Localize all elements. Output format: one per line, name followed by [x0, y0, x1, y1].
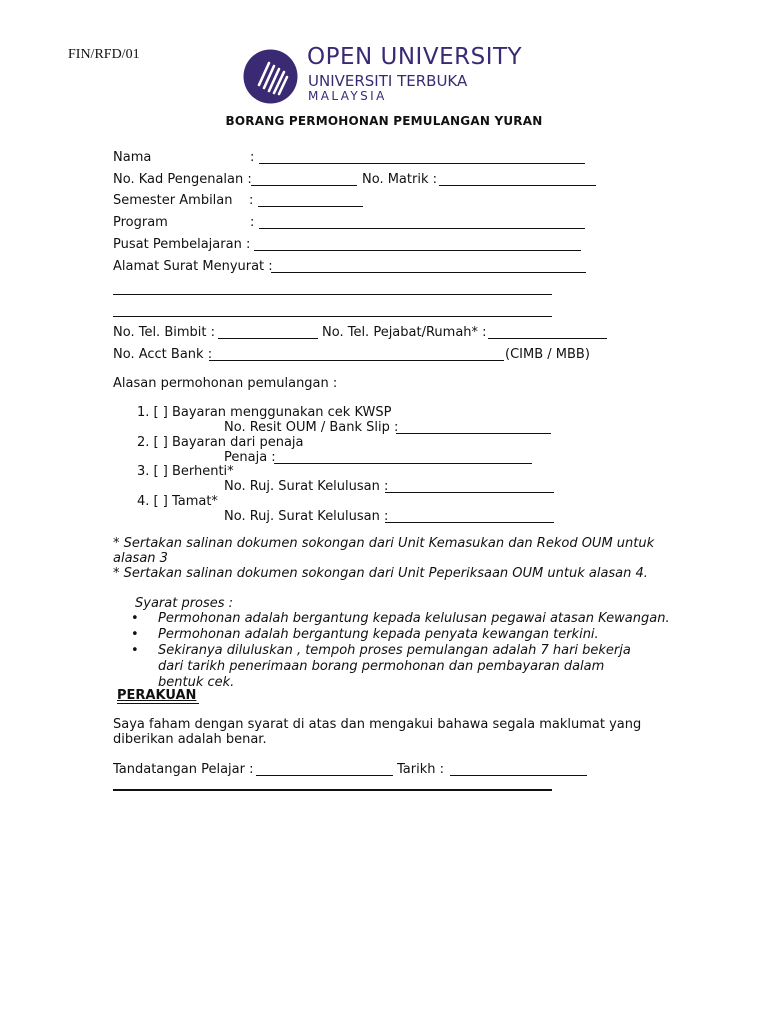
reason-item-1[interactable]: 1. [ ] Bayaran menggunakan cek KWSP: [137, 405, 392, 420]
conditions-heading: Syarat proses :: [135, 596, 234, 611]
reasons-heading: Alasan permohonan pemulangan :: [113, 376, 338, 391]
note-1-line-1: * Sertakan salinan dokumen sokongan dari Unit Kemasukan dan Rekod OUM untuk: [113, 536, 655, 551]
condition-item: • Sekiranya diluluskan , tempoh proses pemulangan adalah 7 hari bekerja dari tarikh penerimaan borang permohonan dan pembayaran dalam bentuk cek.: [158, 643, 648, 691]
date-label: Tarikh :: [397, 762, 444, 777]
declaration-heading: PERAKUAN: [117, 688, 197, 703]
reason-sub-label-1: No. Resit OUM / Bank Slip :: [224, 420, 399, 435]
field-label-kad-pengenalan: No. Kad Pengenalan :: [113, 172, 252, 187]
logo-text-open-university: OPEN UNIVERSITY: [307, 44, 523, 70]
reason-sub-label-4: No. Ruj. Surat Kelulusan :: [224, 509, 389, 524]
input-line-tel-pejabat[interactable]: [488, 338, 607, 339]
oum-logo: [243, 44, 523, 102]
reason-sub-label-3: No. Ruj. Surat Kelulusan :: [224, 479, 389, 494]
declaration-text-line-2: diberikan adalah benar.: [113, 732, 267, 747]
note-2: * Sertakan salinan dokumen sokongan dari Unit Peperiksaan OUM untuk alasan 4.: [113, 566, 648, 581]
oum-logo-icon: [243, 49, 298, 104]
input-line-acct-bank[interactable]: [209, 360, 504, 361]
input-line-alamat-2[interactable]: [113, 294, 552, 295]
field-label-alamat: Alamat Surat Menyurat :: [113, 259, 273, 274]
input-line-signature[interactable]: [256, 775, 393, 776]
declaration-text-line-1: Saya faham dengan syarat di atas dan mengakui bahawa segala maklumat yang: [113, 717, 642, 732]
field-label-tel-pejabat: No. Tel. Pejabat/Rumah* :: [322, 325, 487, 340]
input-line-alamat-3[interactable]: [113, 316, 552, 317]
field-label-acct-bank: No. Acct Bank :: [113, 347, 213, 362]
colon: :: [250, 215, 255, 230]
footer-divider: [113, 789, 552, 791]
logo-text-malaysia: MALAYSIA: [308, 89, 387, 103]
input-line-resit[interactable]: [396, 433, 551, 434]
input-line-nama[interactable]: [259, 163, 585, 164]
input-line-tel-bimbit[interactable]: [218, 338, 318, 339]
input-line-pusat[interactable]: [254, 250, 581, 251]
input-line-date[interactable]: [450, 775, 587, 776]
input-line-ruj-4[interactable]: [385, 522, 554, 523]
condition-item: • Permohonan adalah bergantung kepada kelulusan pegawai atasan Kewangan.: [158, 611, 718, 627]
colon: :: [250, 150, 255, 165]
signature-label: Tandatangan Pelajar :: [113, 762, 254, 777]
condition-item: • Permohonan adalah bergantung kepada penyata kewangan terkini.: [158, 627, 718, 643]
reason-item-4[interactable]: 4. [ ] Tamat*: [137, 494, 218, 509]
declaration-underline: [117, 703, 199, 704]
colon: :: [249, 193, 254, 208]
field-label-program: Program: [113, 215, 168, 230]
page-title: BORANG PERMOHONAN PEMULANGAN YURAN: [225, 114, 543, 128]
input-line-matrik[interactable]: [439, 185, 596, 186]
reason-item-3[interactable]: 3. [ ] Berhenti*: [137, 464, 234, 479]
input-line-penaja[interactable]: [274, 463, 532, 464]
bank-note: (CIMB / MBB): [505, 347, 590, 362]
field-label-semester: Semester Ambilan: [113, 193, 233, 208]
input-line-alamat-1[interactable]: [271, 272, 586, 273]
input-line-semester[interactable]: [258, 206, 363, 207]
field-label-tel-bimbit: No. Tel. Bimbit :: [113, 325, 215, 340]
field-label-matrik: No. Matrik :: [362, 172, 437, 187]
input-line-program[interactable]: [259, 228, 585, 229]
form-code: FIN/RFD/01: [68, 47, 140, 62]
input-line-kad-pengenalan[interactable]: [251, 185, 357, 186]
note-1-line-2: alasan 3: [113, 551, 168, 566]
reason-item-2[interactable]: 2. [ ] Bayaran dari penaja: [137, 435, 304, 450]
input-line-ruj-3[interactable]: [385, 492, 554, 493]
reason-sub-label-2: Penaja :: [224, 450, 276, 465]
field-label-pusat: Pusat Pembelajaran :: [113, 237, 251, 252]
logo-text-universiti-terbuka: UNIVERSITI TERBUKA: [308, 72, 468, 90]
conditions-list: [130, 610, 718, 691]
field-label-nama: Nama: [113, 150, 152, 165]
